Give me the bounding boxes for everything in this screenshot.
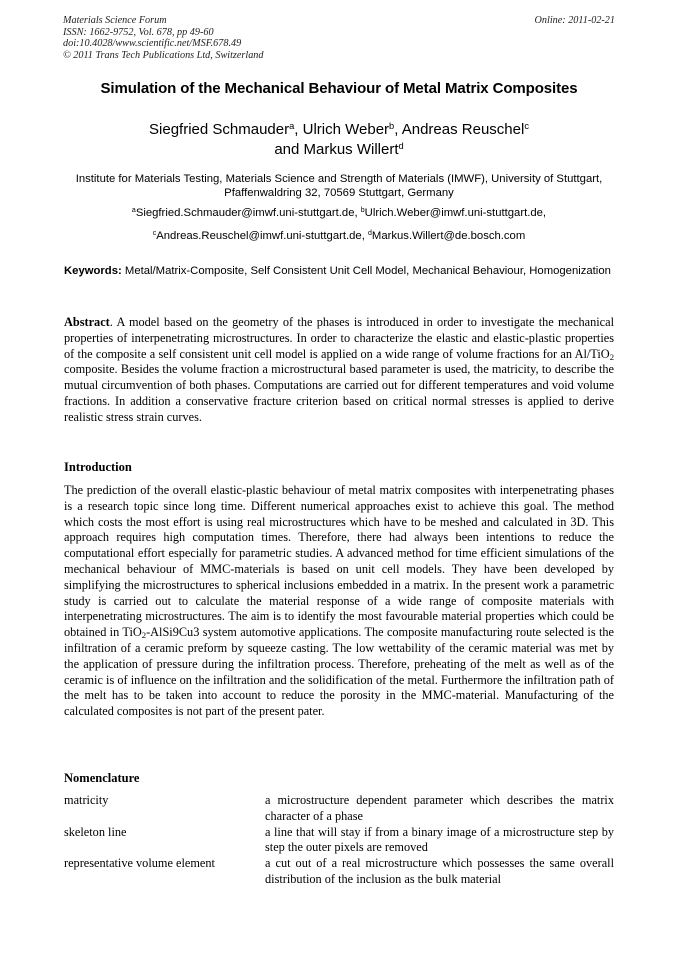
- nomenclature-row: [64, 856, 614, 888]
- nomenclature-term: skeleton line: [64, 824, 127, 839]
- keywords-text: Metal/Matrix-Composite, Self Consistent Unit Cell Model, Mechanical Behaviour, Homogenization: [121, 265, 611, 277]
- subscript: 2: [609, 351, 614, 362]
- author-superscript: b: [389, 120, 395, 131]
- email-address: Markus.Willert@de.bosch.com: [371, 230, 526, 242]
- author-name: Siegfried Schmauder: [149, 121, 290, 138]
- keywords-paragraph: [64, 264, 614, 280]
- nomenclature-heading: Nomenclature: [64, 771, 140, 785]
- abstract-paragraph: [64, 315, 614, 426]
- email-address: Ulrich.Weber@imwf.uni-stuttgart.de,: [364, 207, 547, 219]
- author-name: Andreas Reuschel: [401, 121, 525, 138]
- author-separator: ,: [394, 121, 402, 138]
- copyright-line: © 2011 Trans Tech Publications Ltd, Switzerland: [63, 49, 264, 61]
- issn-line: ISSN: 1662-9752, Vol. 678, pp 49-60: [63, 26, 214, 38]
- abstract-label: Abstract: [64, 315, 110, 329]
- subscript: 2: [141, 630, 147, 641]
- nomenclature-definition: a cut out of a real microstructure which possesses the same overall distribution of the inclusion as the bulk material: [265, 856, 614, 886]
- nomenclature-definition: a microstructure dependent parameter which describes the matrix character of a phase: [265, 793, 614, 823]
- email-address: Andreas.Reuschel@imwf.uni-stuttgart.de,: [156, 230, 368, 242]
- nomenclature-table: [64, 793, 614, 888]
- author-name: Ulrich Weber: [302, 121, 390, 138]
- nomenclature-row: [64, 793, 614, 825]
- email-line-1: [64, 207, 614, 219]
- paper-title: Simulation of the Mechanical Behaviour of Metal Matrix Composites: [100, 80, 578, 97]
- author-superscript: d: [398, 140, 404, 151]
- author-superscript: a: [289, 120, 295, 131]
- email-superscript: b: [360, 207, 365, 215]
- nomenclature-row: [64, 825, 614, 857]
- email-superscript: d: [368, 230, 372, 238]
- journal-name: Materials Science Forum: [63, 15, 167, 26]
- email-superscript: c: [152, 230, 157, 238]
- author-list: [60, 120, 618, 160]
- author-line-1: [60, 120, 618, 140]
- author-name: and Markus Willert: [274, 141, 399, 158]
- nomenclature-definition: a line that will stay if from a binary image of a microstructure step by step the outer pixels are removed: [265, 824, 614, 855]
- journal-header: [63, 15, 615, 61]
- abstract-text: composite. Besides the volume fraction a microstructural based parameter is used, the matricity, to describe the mutual circumvention of both phases. Computations are carried out for different temperatures and void volume fractions. In addition a conservative fracture criterion based on critical normal stresses is applied to derive realistic stress strain curves.: [64, 362, 614, 424]
- nomenclature-term: representative volume element: [64, 856, 215, 871]
- introduction-heading: Introduction: [64, 460, 132, 474]
- nomenclature-term: matricity: [64, 793, 109, 807]
- doi-line: doi:10.4028/www.scientific.net/MSF.678.49: [63, 38, 242, 49]
- online-date: Online: 2011-02-21: [534, 15, 615, 26]
- abstract-text: . A model based on the geometry of the phases is introduced in order to investigate the mechanical properties of interpenetrating microstructures. In order to characterize the elastic and elastic-plastic properties of the composite a self consistent unit cell model is applied on a wide range of volume fractions for an Al/TiO: [64, 315, 614, 361]
- affiliation: Institute for Materials Testing, Materials Science and Strength of Materials (IMWF), University of Stuttgart, Pfaffenwaldring 32, 70569 Stuttgart, Germany: [75, 173, 603, 199]
- introduction-text: -AlSi9Cu3 system automotive applications. The composite manufacturing route selected is the infiltration of a ceramic preform by squeeze casting. The low wettability of the ceramic material was met by the application of pressure during the infiltration process. Therefore, preheating of the melt as well as of the ceramic is of influence on the infiltration and the solidification of the metal. Furthermore the infiltration path of the melt has to be taken into account to reduce the porosity in the MMC-material. Manufacturing of the calculated composites is not part of the present pater.: [64, 625, 614, 719]
- email-line-2: [64, 230, 614, 242]
- introduction-text: The prediction of the overall elastic-plastic behaviour of metal matrix composites with interpenetrating phases is a research topic since long time. Different numerical approaches exist to achieve this goal. The method which costs the most effort is using real microstructures which have to be meshed and calculated in 3D. This approach requires high computation times. Therefore, there had always been intentions to reduce the computational effort especially for parametric studies. A advanced method for time efficient simulations of the mechanical behaviour of MMC-materials is based on unit cell models. They have been developed by simplifying the microstructures to spherical inclusions embedded in a matrix. In the present work a parametric study is carried out to calculate the material response of a wide range of composite materials with interpenetrating microstructures. The aim is to identify the most favourable material properties which could be obtained in TiO: [64, 483, 614, 640]
- author-separator: ,: [294, 121, 303, 138]
- email-superscript: a: [131, 207, 136, 215]
- author-line-2: [60, 140, 618, 160]
- author-superscript: c: [524, 120, 529, 131]
- email-address: Siegfried.Schmauder@imwf.uni-stuttgart.de,: [135, 207, 361, 219]
- keywords-label: Keywords:: [64, 265, 122, 277]
- introduction-paragraph: [64, 483, 614, 720]
